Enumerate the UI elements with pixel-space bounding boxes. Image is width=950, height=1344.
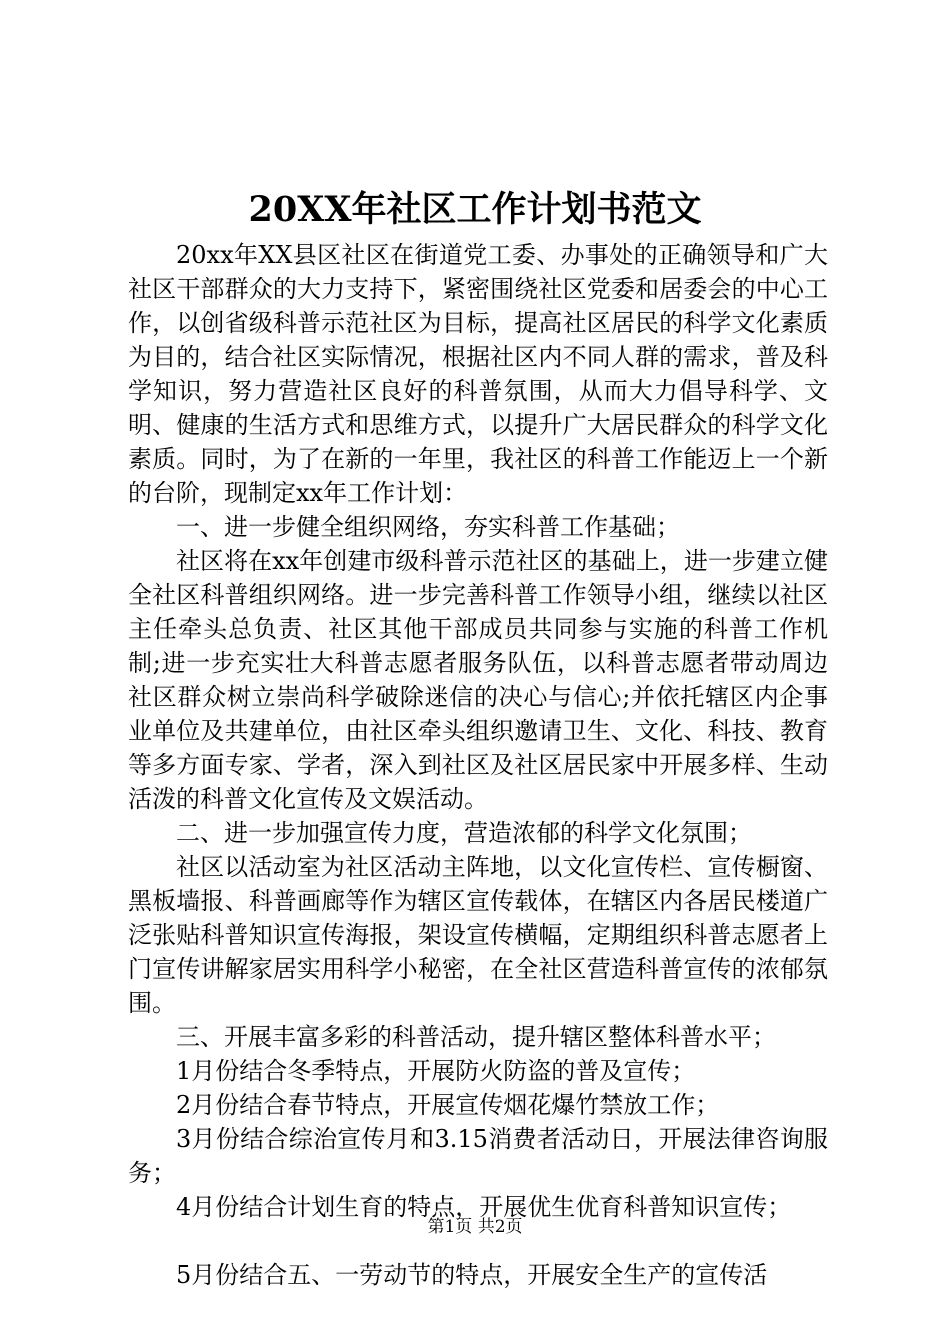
section-heading-3: 三、开展丰富多彩的科普活动，提升辖区整体科普水平； xyxy=(176,1023,776,1051)
list-item-january: 1月份结合冬季特点，开展防火防盗的普及宣传； xyxy=(176,1057,696,1085)
section-heading-2: 二、进一步加强宣传力度，营造浓郁的科学文化氛围； xyxy=(176,819,752,847)
list-item-may: 5月份结合五、一劳动节的特点，开展安全生产的宣传活 xyxy=(176,1261,768,1289)
list-item-march: 3月份结合综治宣传月和3.15消费者活动日，开展法律咨询服务； xyxy=(128,1125,828,1187)
paragraph-section-1: 社区将在xx年创建市级科普示范社区的基础上，进一步建立健全社区科普组织网络。进一步完善科普工作领导小组，继续以社区主任牵头总负责、社区其他干部成员共同参与实施的科普工作机制;进一步充实壮大科普志愿者服务队伍，以科普志愿者带动周边社区群众树立崇尚科学破除迷信的决心与信心;并依托辖区内企事业单位及共建单位，由社区牵头组织邀请卫生、文化、科技、教育等多方面专家、学者，深入到社区及社区居民家中开展多样、生动活泼的科普文化宣传及文娱活动。 xyxy=(128,547,828,813)
list-item-february: 2月份结合春节特点，开展宣传烟花爆竹禁放工作； xyxy=(176,1091,720,1119)
document-body xyxy=(128,238,828,1292)
section-heading-1: 一、进一步健全组织网络，夯实科普工作基础； xyxy=(176,513,680,541)
paragraph-section-2: 社区以活动室为社区活动主阵地，以文化宣传栏、宣传橱窗、黑板墙报、科普画廊等作为辖区宣传载体，在辖区内各居民楼道广泛张贴科普知识宣传海报，架设宣传横幅，定期组织科普志愿者上门宣传讲解家居实用科学小秘密，在全社区营造科普宣传的浓郁氛围。 xyxy=(128,853,828,1017)
paragraph-intro: 20xx年XX县区社区在街道党工委、办事处的正确领导和广大社区干部群众的大力支持下，紧密围绕社区党委和居委会的中心工作，以创省级科普示范社区为目标，提高社区居民的科学文化素质为目的，结合社区实际情况，根据社区内不同人群的需求，普及科学知识，努力营造社区良好的科普氛围，从而大力倡导科学、文明、健康的生活方式和思维方式，以提升广大居民群众的科学文化素质。同时，为了在新的一年里，我社区的科普工作能迈上一个新的台阶，现制定xx年工作计划： xyxy=(128,241,828,507)
page-footer: 第1页 共2页 xyxy=(427,1217,523,1237)
document-title: 20XX年社区工作计划书范文 xyxy=(248,189,702,230)
list-item-april: 4月份结合计划生育的特点，开展优生优育科普知识宣传； xyxy=(176,1193,792,1221)
